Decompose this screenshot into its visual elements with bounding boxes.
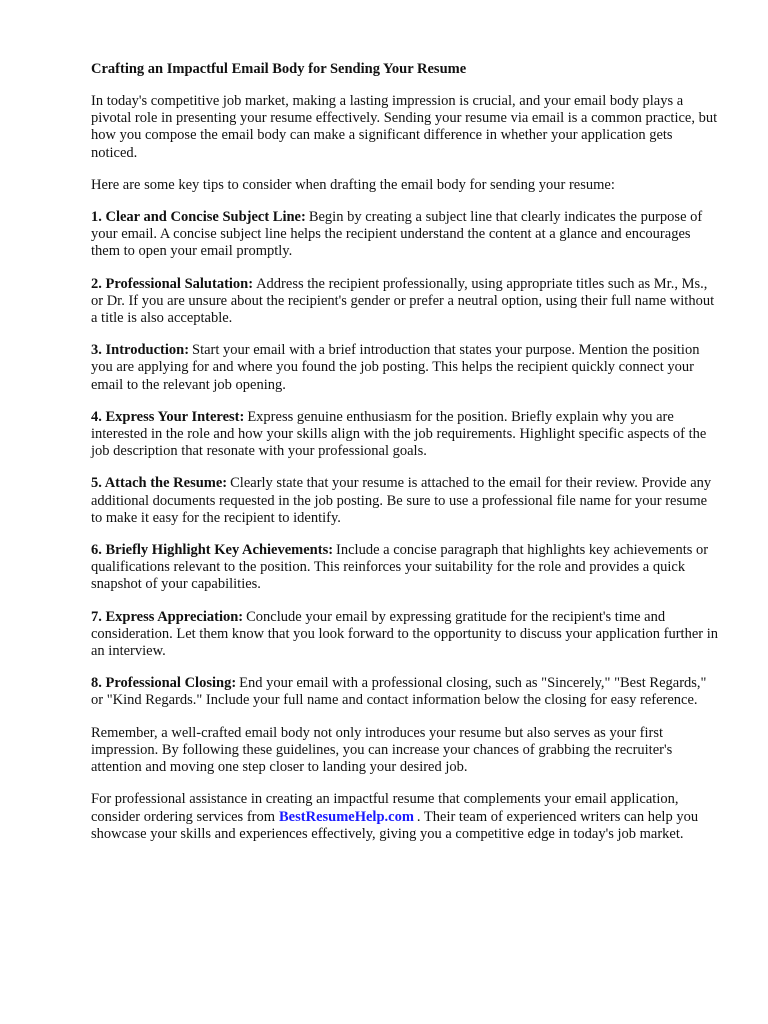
tip-attach-resume bbox=[91, 475, 718, 527]
tip-salutation bbox=[91, 276, 718, 328]
tip-label: 2. Professional Salutation: bbox=[91, 275, 254, 292]
tip-text: End your email with a professional closing, such as "Sincerely," "Best Regards," or "Kind Regards." Include your full name and contact information below the closing for easy reference. bbox=[91, 675, 707, 709]
tip-label: 3. Introduction: bbox=[91, 342, 190, 359]
intro-paragraph: In today's competitive job market, making a lasting impression is crucial, and your email body plays a pivotal role in presenting your resume effectively. Sending your resume via email is a common practice, but how you compose the email body can make a significant difference in whether your application gets noticed. bbox=[91, 93, 718, 161]
tip-text: Express genuine enthusiasm for the position. Briefly explain why you are interested in the role and how your skills align with the job requirements. Highlight specific aspects of the job description that resonate with your professional goals. bbox=[91, 408, 707, 460]
closing-text-before-link: For professional assistance in creating an impactful resume that complements your email application, consider ordering services from bbox=[91, 791, 679, 825]
tips-lead-paragraph: Here are some key tips to consider when drafting the email body for sending your resume: bbox=[91, 176, 615, 193]
remember-paragraph: Remember, a well-crafted email body not only introduces your resume but also serves as your first impression. By following these guidelines, you can increase your chances of grabbing the recruiter's attention and moving one step closer to landing your desired job. bbox=[91, 724, 673, 776]
closing-text-after-link: . Their team of experienced writers can help you showcase your skills and experiences effectively, giving you a competitive edge in today's job market. bbox=[91, 808, 699, 842]
tip-label: 7. Express Appreciation: bbox=[91, 608, 244, 625]
tip-label: 4. Express Your Interest: bbox=[91, 408, 245, 425]
tip-label: 8. Professional Closing: bbox=[91, 675, 237, 692]
tip-text: Begin by creating a subject line that clearly indicates the purpose of your email. A concise subject line helps the recipient understand the content at a glance and encourages them to open your email promptly. bbox=[91, 209, 703, 260]
tip-label: 1. Clear and Concise Subject Line: bbox=[91, 209, 306, 226]
tip-introduction bbox=[91, 342, 718, 394]
tip-label: 6. Briefly Highlight Key Achievements: bbox=[91, 542, 334, 559]
bestresumehelp-link[interactable]: BestResumeHelp.com bbox=[279, 808, 414, 825]
tip-subject-line bbox=[91, 209, 718, 261]
tip-text: Address the recipient professionally, using appropriate titles such as Mr., Ms., or Dr. If you are unsure about the recipient's gender or prefer a neutral option, using their full name without a title is also acceptable. bbox=[91, 275, 715, 327]
tip-text: Clearly state that your resume is attached to the email for their review. Provide any additional documents requested in the job posting. Be sure to use a professional file name for your resume to make it easy for the recipient to identify. bbox=[91, 475, 712, 526]
tip-text: Start your email with a brief introduction that states your purpose. Mention the position you are applying for and where you found the job posting. This helps the recipient quickly connect your email to the relevant job opening. bbox=[91, 342, 700, 393]
tip-professional-closing bbox=[91, 675, 718, 709]
document-title: Crafting an Impactful Email Body for Sending Your Resume bbox=[91, 61, 467, 77]
tip-express-appreciation bbox=[91, 609, 718, 661]
tip-text: Conclude your email by expressing gratitude for the recipient's time and consideration. Let them know that you look forward to the opportunity to discuss your application further in an interview. bbox=[91, 608, 718, 660]
closing-paragraph bbox=[91, 791, 718, 843]
tip-text: Include a concise paragraph that highlights key achievements or qualifications relevant to the position. This reinforces your suitability for the role and provides a quick snapshot of your capabilities. bbox=[91, 542, 709, 593]
tip-label: 5. Attach the Resume: bbox=[91, 475, 228, 492]
tip-key-achievements bbox=[91, 542, 718, 594]
tip-express-interest bbox=[91, 409, 718, 461]
